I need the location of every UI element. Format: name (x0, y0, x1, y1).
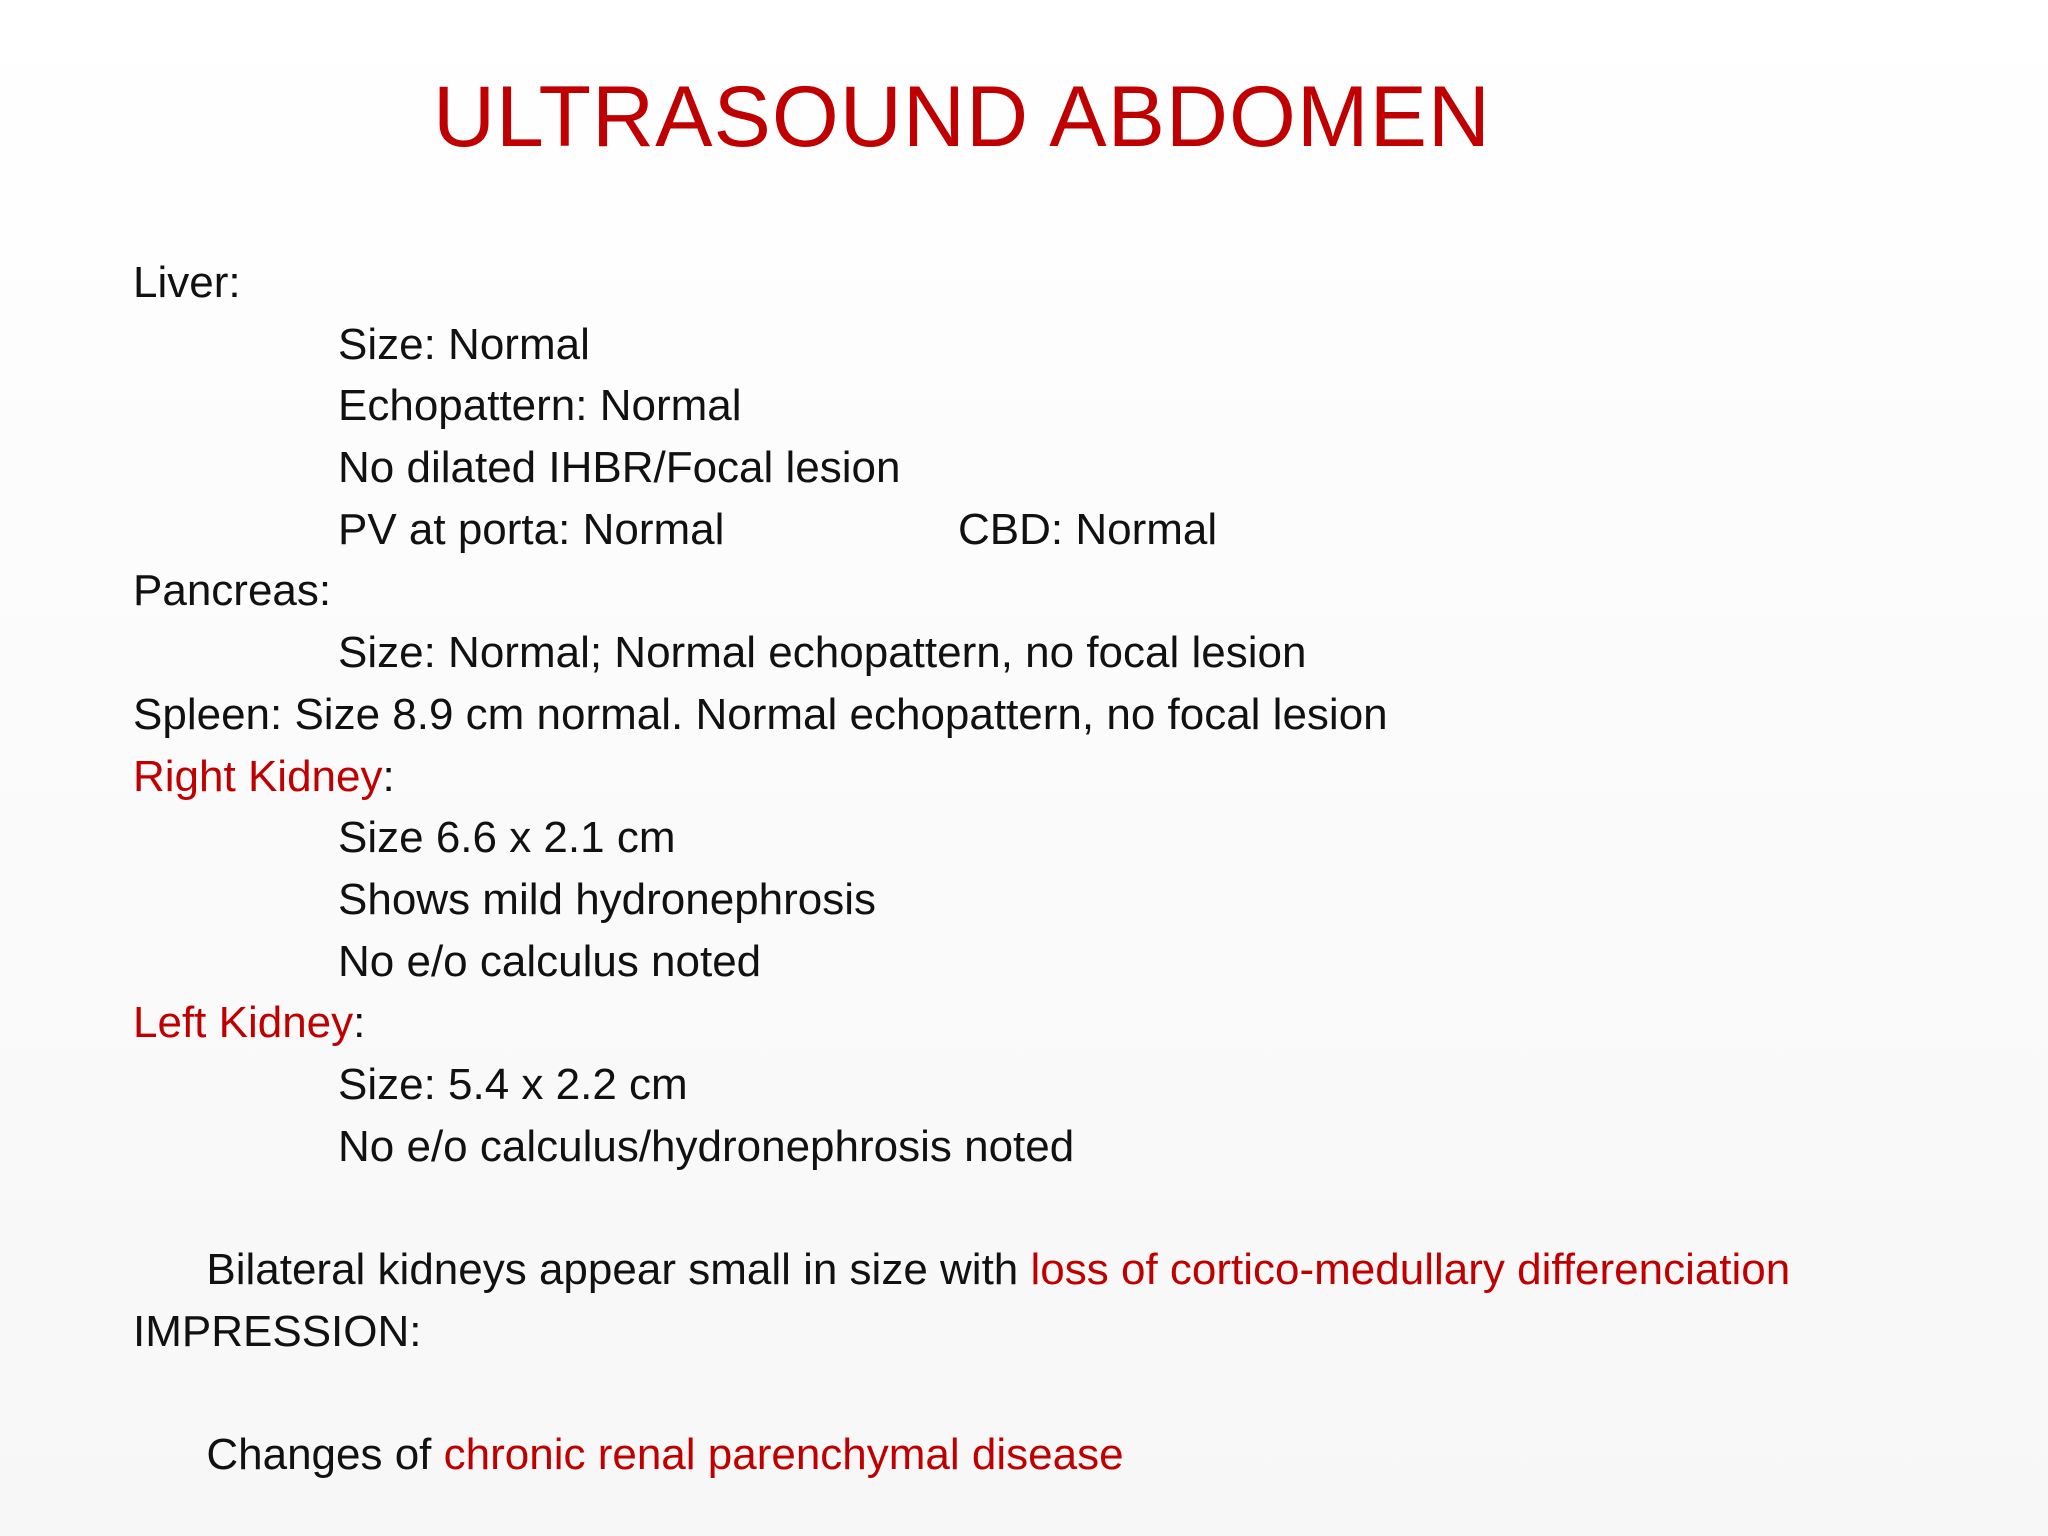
bilateral-highlight: loss of cortico-medullary differenciation (1030, 1245, 1791, 1295)
impression-heading: IMPRESSION: (133, 1306, 422, 1356)
left-kidney-heading (133, 992, 1953, 1054)
liver-pv: PV at porta: Normal (338, 504, 725, 554)
spleen-line: Spleen: Size 8.9 cm normal. Normal echopattern, no focal lesion (133, 689, 1388, 739)
pancreas-heading: Pancreas: (133, 566, 332, 616)
liver-pv-row (133, 499, 1953, 561)
right-kidney-label: Right Kidney (133, 751, 383, 801)
impression-highlight: chronic renal parenchymal disease (443, 1430, 1124, 1480)
right-kidney-heading (133, 746, 1953, 808)
left-kidney-size: Size: 5.4 x 2.2 cm (338, 1059, 688, 1109)
impression-line (133, 1362, 1953, 1480)
report-title: ULTRASOUND ABDOMEN (432, 69, 1492, 165)
right-kidney-colon: : (382, 751, 395, 801)
liver-ihbr: No dilated IHBR/Focal lesion (338, 443, 901, 493)
bilateral-line (133, 1177, 1953, 1295)
left-kidney-colon: : (353, 998, 366, 1048)
liver-heading: Liver: (133, 258, 241, 307)
liver-size: Size: Normal (338, 319, 590, 369)
left-kidney-finding: No e/o calculus/hydronephrosis noted (338, 1121, 1075, 1171)
report-body (133, 252, 1953, 1480)
liver-cbd: CBD: Normal (958, 504, 1218, 554)
right-kidney-size: Size 6.6 x 2.1 cm (338, 813, 676, 863)
pancreas-details: Size: Normal; Normal echopattern, no focal lesion (338, 628, 1307, 678)
liver-echopattern: Echopattern: Normal (338, 381, 742, 431)
impression-prefix: Changes of (206, 1430, 444, 1480)
bilateral-prefix: Bilateral kidneys appear small in size with (206, 1245, 1031, 1295)
left-kidney-label: Left Kidney (133, 998, 354, 1048)
right-kidney-calculus: No e/o calculus noted (338, 936, 762, 986)
right-kidney-finding: Shows mild hydronephrosis (338, 874, 877, 924)
